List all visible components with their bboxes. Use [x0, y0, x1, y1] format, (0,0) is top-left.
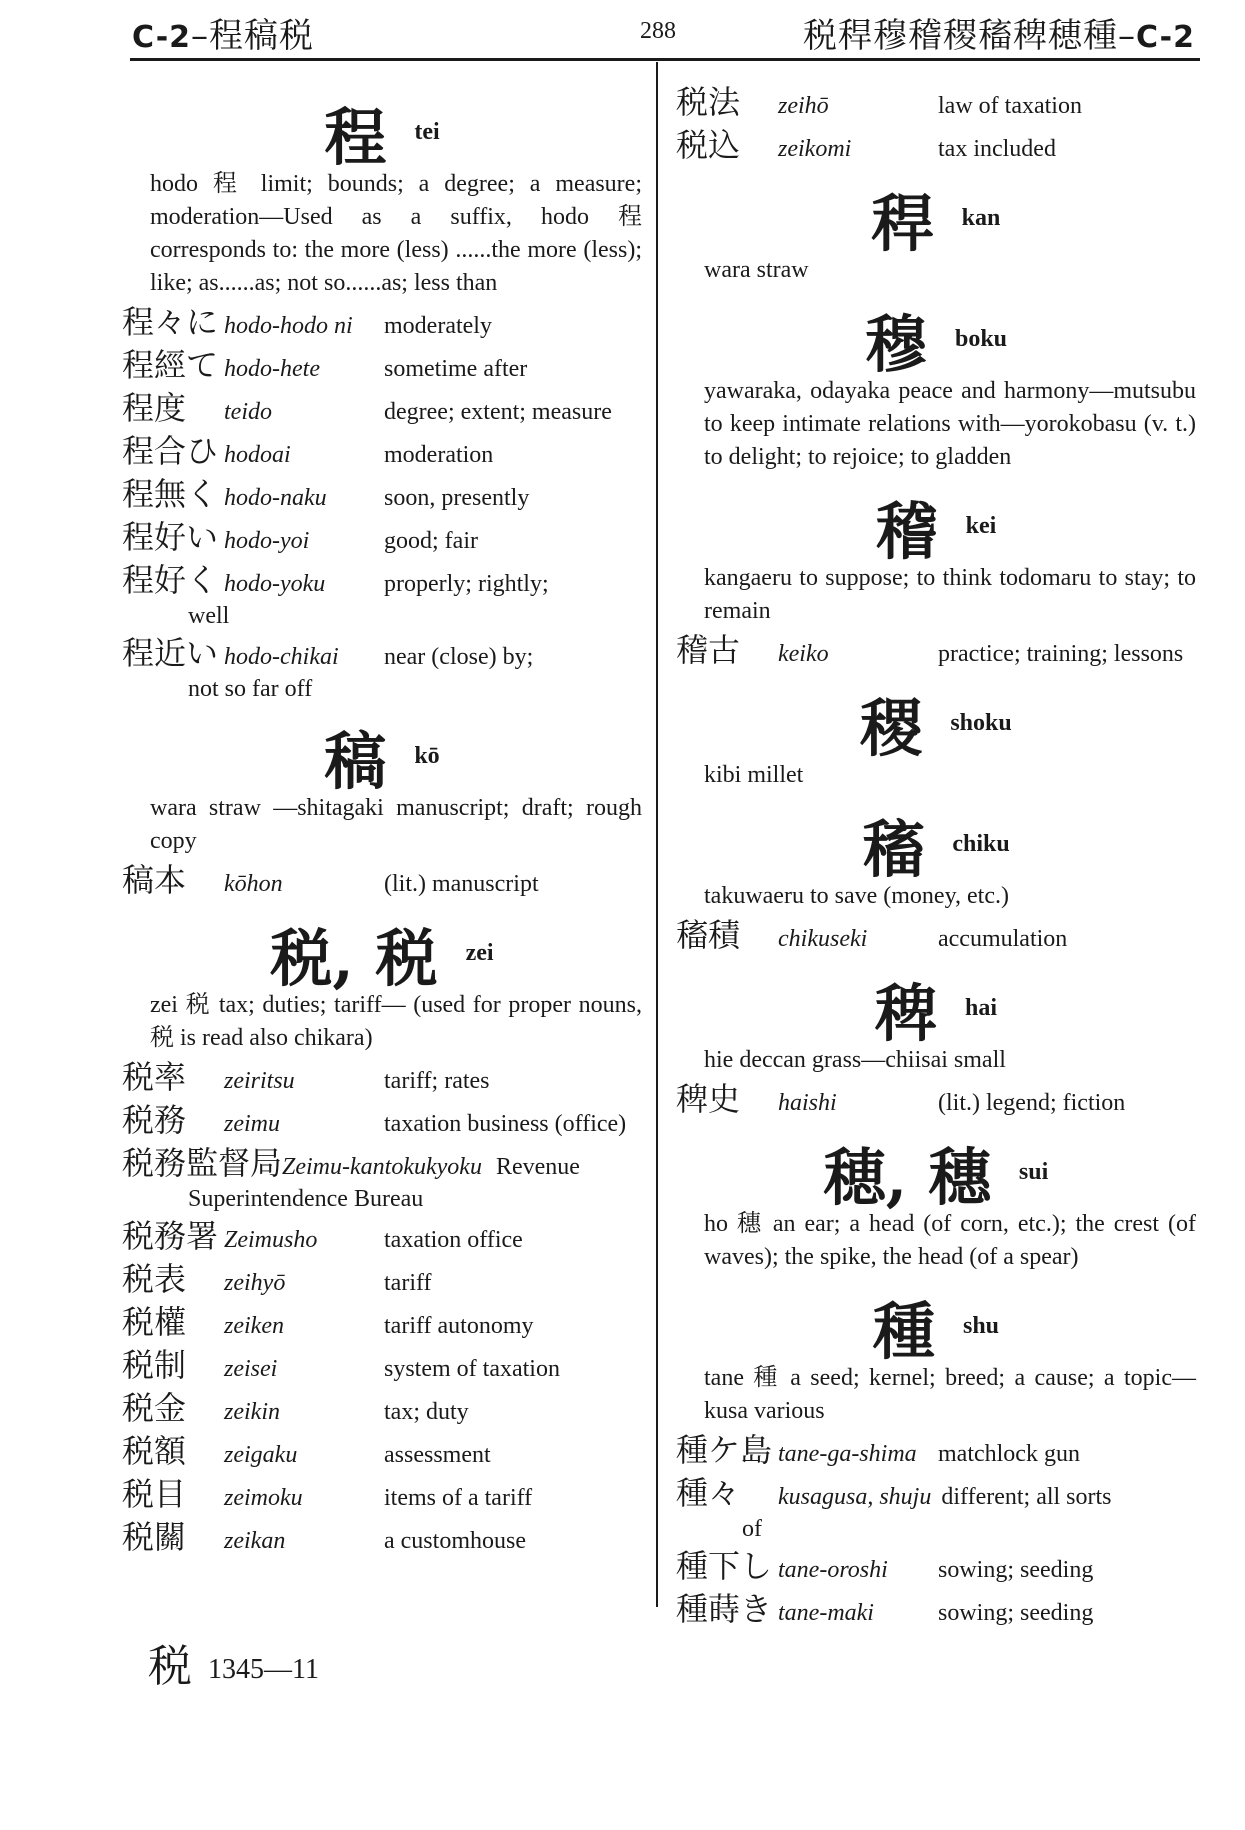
- entry-gloss: (lit.) legend; fiction: [938, 1090, 1126, 1116]
- dictionary-entry: [122, 1217, 642, 1257]
- entry-gloss: accumulation: [938, 926, 1068, 952]
- section-shu: [676, 1282, 1196, 1630]
- entry-romaji: zeikomi: [778, 136, 852, 162]
- dictionary-entry: [122, 303, 642, 343]
- entry-kanji: 税金: [122, 1389, 187, 1427]
- dictionary-entry: [122, 561, 642, 601]
- dictionary-entry: [122, 861, 642, 901]
- entry-romaji: zeihō: [778, 93, 829, 119]
- right-column: [676, 80, 1196, 1636]
- entry-list: [122, 1058, 642, 1558]
- entry-gloss-continuation: of: [742, 1516, 762, 1542]
- headword: [676, 800, 1196, 886]
- dictionary-entry: [676, 916, 1196, 956]
- entry-gloss: moderation: [384, 442, 494, 468]
- entry-romaji: teido: [224, 399, 272, 425]
- entry-kanji: 税込: [676, 126, 741, 164]
- entry-kanji: 税制: [122, 1346, 187, 1384]
- entry-gloss: near (close) by;: [384, 644, 534, 670]
- entry-romaji: haishi: [778, 1090, 837, 1116]
- headword: [122, 909, 642, 995]
- entry-romaji: hodo-hodo ni: [224, 313, 353, 339]
- entry-kanji: 種蒔き: [676, 1590, 773, 1628]
- entry-romaji: tane-maki: [778, 1600, 874, 1626]
- entry-gloss: sowing; seeding: [938, 1557, 1094, 1583]
- headword-definition: hodo 程 limit; bounds; a degree; a measure; moderation—Used as a suffix, hodo 程 corresponds to: the more (less) ......the more (less); like; as......as; not so......as; less than: [150, 171, 642, 296]
- entry-list: [676, 1431, 1196, 1630]
- entry-gloss: system of taxation: [384, 1356, 560, 1382]
- dictionary-entry: [122, 1389, 642, 1429]
- footer-reference: [148, 1630, 319, 1694]
- entry-gloss: degree; extent; measure: [384, 399, 612, 425]
- entry-gloss: taxation office: [384, 1227, 523, 1253]
- entry-kanji: 税額: [122, 1432, 187, 1470]
- entry-list: [676, 916, 1196, 956]
- headword-kanji: 稈: [871, 187, 934, 260]
- entry-kanji: 種下し: [676, 1547, 773, 1585]
- entry-kanji: 程合ひ: [122, 432, 219, 470]
- headword-kanji: 稿: [324, 725, 387, 798]
- headword-reading: chiku: [952, 831, 1010, 857]
- dictionary-entry: [122, 518, 642, 558]
- dictionary-entry: [122, 1518, 642, 1558]
- header-rule: [130, 58, 1200, 61]
- headword-definition: kangaeru to suppose; to think todomaru to stay; to remain: [704, 565, 1196, 624]
- dictionary-entry: [676, 1474, 1196, 1514]
- entry-gloss: assessment: [384, 1442, 491, 1468]
- entry-kanji: 税率: [122, 1058, 187, 1096]
- dictionary-entry: [122, 1260, 642, 1300]
- footer-kanji: 税: [148, 1641, 192, 1692]
- dictionary-entry: [122, 1144, 642, 1184]
- dictionary-entry: [676, 1590, 1196, 1630]
- entry-gloss: tax included: [938, 136, 1056, 162]
- entry-romaji: keiko: [778, 641, 829, 667]
- headword-reading: kan: [961, 205, 1001, 231]
- entry-romaji: zeikan: [224, 1528, 286, 1554]
- headword-kanji: 稷: [860, 692, 923, 765]
- left-column: [122, 80, 642, 1564]
- headword-definition: tane 種 a seed; kernel; breed; a cause; a topic—kusa various: [704, 1365, 1196, 1424]
- entry-gloss: properly; rightly;: [384, 571, 549, 597]
- entry-romaji: hodo-yoi: [224, 528, 310, 554]
- section-tei: [122, 88, 642, 704]
- entry-gloss: sometime after: [384, 356, 528, 382]
- entry-list: [676, 83, 1196, 166]
- entry-romaji: zeihyō: [224, 1270, 286, 1296]
- entry-gloss: good; fair: [384, 528, 478, 554]
- entry-romaji: zeimoku: [224, 1485, 303, 1511]
- entry-romaji: hodo-hete: [224, 356, 320, 382]
- dictionary-entry: [122, 1303, 642, 1343]
- headword: [676, 174, 1196, 260]
- entry-kanji: 程好い: [122, 518, 219, 556]
- entry-list: [122, 303, 642, 704]
- column-divider: [656, 62, 658, 1607]
- headword-definition: wara straw: [704, 257, 809, 283]
- entry-kanji: 税法: [676, 83, 741, 121]
- headword-kanji: 穆: [864, 308, 927, 381]
- entry-gloss: a customhouse: [384, 1528, 526, 1554]
- entry-gloss: sowing; seeding: [938, 1600, 1094, 1626]
- entry-gloss: law of taxation: [938, 93, 1082, 119]
- entry-romaji: zeisei: [224, 1356, 278, 1382]
- dictionary-entry: [676, 83, 1196, 123]
- dictionary-entry: [676, 1547, 1196, 1587]
- entry-gloss: moderately: [384, 313, 492, 339]
- headword-definition: takuwaeru to save (money, etc.): [704, 883, 1009, 909]
- entry-gloss: soon, presently: [384, 485, 530, 511]
- entry-gloss: different; all sorts: [941, 1484, 1112, 1510]
- headword-reading: kō: [414, 743, 440, 769]
- headword-kanji: 稸: [862, 813, 925, 886]
- entry-kanji: 種ケ島: [676, 1431, 773, 1469]
- dictionary-entry: [122, 389, 642, 429]
- headword: [676, 964, 1196, 1050]
- section-ko: [122, 712, 642, 901]
- dictionary-entry: [676, 1080, 1196, 1120]
- section-sui: [676, 1128, 1196, 1274]
- entry-kanji: 税目: [122, 1475, 187, 1513]
- entry-gloss: taxation business (office): [384, 1111, 627, 1137]
- entry-kanji: 稽古: [676, 631, 741, 669]
- entry-romaji: hodoai: [224, 442, 291, 468]
- entry-gloss-continuation: Superintendence Bureau: [188, 1186, 424, 1212]
- headword-reading: sui: [1018, 1159, 1049, 1185]
- header-left-kanji: –程稿税: [191, 16, 315, 56]
- section-kei: [676, 482, 1196, 671]
- entry-gloss: tariff autonomy: [384, 1313, 534, 1339]
- headword-definition: wara straw —shitagaki manuscript; draft; rough copy: [150, 795, 642, 854]
- headword-kanji: 税, 税: [270, 922, 438, 995]
- entry-romaji: hodo-chikai: [224, 644, 339, 670]
- entry-kanji: 税權: [122, 1303, 187, 1341]
- footer-number: 1345—11: [208, 1653, 319, 1685]
- entry-gloss: items of a tariff: [384, 1485, 533, 1511]
- dictionary-entry: [122, 432, 642, 472]
- headword-definition: ho 穗 an ear; a head (of corn, etc.); the crest (of waves); the spike, the head (of a spear): [704, 1211, 1196, 1270]
- entry-romaji: kusagusa, shuju: [778, 1484, 932, 1510]
- section-boku: [676, 295, 1196, 474]
- entry-gloss: tariff; rates: [384, 1068, 490, 1094]
- headword-kanji: 稗: [874, 977, 937, 1050]
- headword-definition: yawaraka, odayaka peace and harmony—mutsubu to keep intimate relations with—yorokobasu (v. t.) to delight; to rejoice; to gladden: [704, 378, 1196, 470]
- section-chiku: [676, 800, 1196, 956]
- entry-gloss: practice; training; lessons: [938, 641, 1184, 667]
- entry-romaji: Zeimusho: [224, 1227, 318, 1253]
- entry-romaji: zeikin: [224, 1399, 280, 1425]
- headword-reading: kei: [965, 513, 997, 539]
- dictionary-entry: [676, 1431, 1196, 1471]
- entry-kanji: 程度: [122, 389, 187, 427]
- headword-definition: kibi millet: [704, 762, 804, 788]
- entry-romaji: zeigaku: [224, 1442, 298, 1468]
- entry-gloss: tax; duty: [384, 1399, 469, 1425]
- dictionary-entry: [122, 1475, 642, 1515]
- dictionary-entry: [122, 475, 642, 515]
- entry-list: [122, 861, 642, 901]
- entry-kanji: 税關: [122, 1518, 187, 1556]
- headword: [122, 88, 642, 174]
- headword-reading: zei: [465, 940, 494, 966]
- entry-romaji: zeiken: [224, 1313, 284, 1339]
- entry-kanji: 程好く: [122, 561, 219, 599]
- entry-kanji: 程々に: [122, 303, 219, 341]
- dictionary-entry: [122, 1432, 642, 1472]
- dictionary-entry: [122, 346, 642, 386]
- dictionary-entry: [676, 126, 1196, 166]
- header-left-code: C-2: [132, 20, 192, 55]
- entry-kanji: 程近い: [122, 634, 219, 672]
- header-right-code: C-2: [1135, 20, 1195, 55]
- entry-kanji: 種々: [676, 1474, 741, 1512]
- section-kan: [676, 174, 1196, 287]
- page-number: 288: [640, 18, 676, 44]
- headword-reading: shoku: [950, 710, 1012, 736]
- headword: [676, 679, 1196, 765]
- dictionary-entry: [122, 1058, 642, 1098]
- entry-kanji: 税務監督局: [122, 1144, 283, 1182]
- entry-kanji: 稸積: [676, 916, 741, 954]
- section-zei: [122, 909, 642, 1558]
- entry-romaji: tane-oroshi: [778, 1557, 888, 1583]
- entry-romaji: zeimu: [224, 1111, 280, 1137]
- section-hai: [676, 964, 1196, 1120]
- entry-kanji: 税表: [122, 1260, 187, 1298]
- entry-gloss: matchlock gun: [938, 1441, 1080, 1467]
- header-left: [132, 8, 314, 57]
- headword-reading: hai: [965, 995, 998, 1021]
- entry-gloss: Revenue: [495, 1154, 580, 1180]
- header-right: [803, 8, 1195, 57]
- headword: [676, 1282, 1196, 1368]
- headword-kanji: 穂, 穗: [823, 1141, 991, 1214]
- entry-gloss-continuation: not so far off: [188, 676, 313, 702]
- entry-romaji: hodo-yoku: [224, 571, 326, 597]
- dictionary-entry: [122, 1346, 642, 1386]
- headword-kanji: 稽: [875, 495, 938, 568]
- entry-gloss-continuation: well: [188, 603, 230, 629]
- headword-definition: zei 税 tax; duties; tariff— (used for proper nouns, 税 is read also chikara): [150, 992, 642, 1051]
- headword-reading: boku: [954, 326, 1008, 352]
- section-shoku: [676, 679, 1196, 792]
- dictionary-entry: [676, 631, 1196, 671]
- entry-romaji: Zeimu-kantokukyoku: [282, 1154, 482, 1180]
- dictionary-entry: [122, 634, 642, 674]
- entry-gloss: (lit.) manuscript: [384, 871, 539, 897]
- headword-reading: tei: [414, 119, 440, 145]
- headword-definition: hie deccan grass—chiisai small: [704, 1047, 1006, 1073]
- headword-reading: shu: [962, 1313, 1000, 1339]
- headword-kanji: 程: [324, 101, 387, 174]
- headword: [676, 1128, 1196, 1214]
- entry-romaji: zeiritsu: [224, 1068, 295, 1094]
- dictionary-entry: [122, 1101, 642, 1141]
- header-right-kanji: 税稈穆稽稷稸稗穂種–: [802, 16, 1136, 56]
- entry-kanji: 税務: [122, 1101, 187, 1139]
- entry-romaji: chikuseki: [778, 926, 868, 952]
- entry-list: [676, 1080, 1196, 1120]
- headword: [676, 295, 1196, 381]
- entry-list: [676, 631, 1196, 671]
- entry-kanji: 稗史: [676, 1080, 741, 1118]
- entry-kanji: 程經て: [122, 346, 219, 384]
- headword: [676, 482, 1196, 568]
- entry-kanji: 稿本: [122, 861, 187, 899]
- entry-gloss: tariff: [384, 1270, 432, 1296]
- entry-romaji: hodo-naku: [224, 485, 327, 511]
- headword-kanji: 種: [872, 1295, 935, 1368]
- entry-kanji: 程無く: [122, 475, 219, 513]
- entry-kanji: 税務署: [122, 1217, 219, 1255]
- headword: [122, 712, 642, 798]
- entry-romaji: tane-ga-shima: [778, 1441, 917, 1467]
- entry-romaji: kōhon: [224, 871, 283, 897]
